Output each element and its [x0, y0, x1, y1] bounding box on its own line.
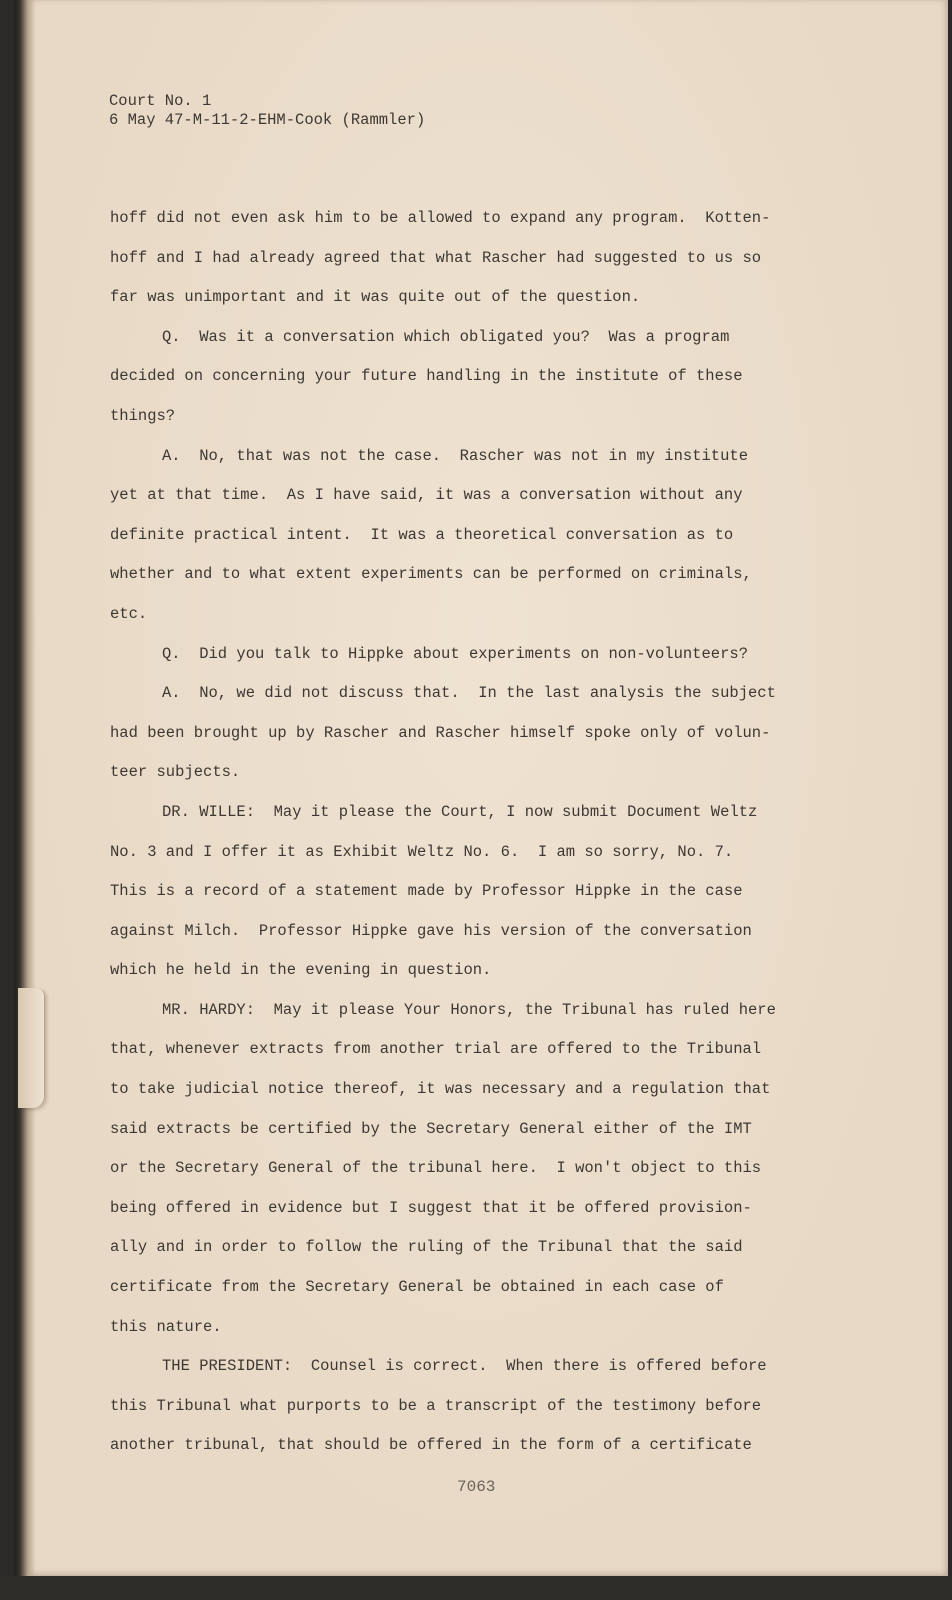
- transcript-line: THE PRESIDENT: Counsel is correct. When there is offered before: [162, 1357, 767, 1376]
- court-number: Court No. 1: [109, 92, 212, 110]
- transcript-line: which he held in the evening in question.: [110, 961, 492, 980]
- transcript-line: ally and in order to follow the ruling of the Tribunal that the said: [110, 1238, 743, 1257]
- transcript-line: hoff did not even ask him to be allowed to expand any program. Kotten-: [110, 209, 771, 227]
- transcript-line: another tribunal, that should be offered in the form of a certificate: [110, 1436, 752, 1455]
- paper-sheet: [14, 0, 948, 1576]
- transcript-line: said extracts be certified by the Secretary General either of the IMT: [110, 1119, 752, 1138]
- transcript-line: Q. Was it a conversation which obligated you? Was a program: [162, 327, 730, 346]
- transcript-line: whether and to what extent experiments can be performed on criminals,: [110, 565, 752, 584]
- transcript-line: No. 3 and I offer it as Exhibit Weltz No. 6. I am so sorry, No. 7.: [110, 842, 734, 861]
- transcript-line: certificate from the Secretary General be obtained in each case of: [110, 1278, 724, 1297]
- transcript-line: decided on concerning your future handling in the institute of these: [110, 367, 743, 386]
- transcript-body: [110, 206, 850, 1473]
- transcript-line: that, whenever extracts from another trial are offered to the Tribunal: [110, 1040, 762, 1059]
- transcript-line: A. No, we did not discuss that. In the last analysis the subject: [162, 684, 776, 703]
- transcript-line: Q. Did you talk to Hippke about experiments on non-volunteers?: [162, 644, 748, 663]
- page-number: 7063: [457, 1478, 496, 1496]
- document-header: [109, 92, 425, 130]
- transcript-line: hoff and I had already agreed that what Rascher had suggested to us so: [110, 248, 762, 267]
- transcript-line: or the Secretary General of the tribunal here. I won't object to this: [110, 1159, 762, 1178]
- transcript-line: yet at that time. As I have said, it was a conversation without any: [110, 486, 743, 505]
- binding-edge: [14, 0, 36, 1576]
- transcript-line: to take judicial notice thereof, it was necessary and a regulation that: [110, 1080, 771, 1099]
- transcript-line: A. No, that was not the case. Rascher was not in my institute: [162, 446, 748, 465]
- transcript-line: etc.: [110, 604, 148, 623]
- transcript-line: being offered in evidence but I suggest that it be offered provision-: [110, 1198, 752, 1217]
- transcript-line: far was unimportant and it was quite out of the question.: [110, 288, 641, 307]
- transcript-line: had been brought up by Rascher and Rascher himself spoke only of volun-: [110, 723, 771, 742]
- transcript-line: MR. HARDY: May it please Your Honors, the Tribunal has ruled here: [162, 1000, 776, 1019]
- session-reference: 6 May 47-M-11-2-EHM-Cook (Rammler): [109, 111, 426, 129]
- torn-margin: [18, 988, 45, 1108]
- transcript-line: this nature.: [110, 1317, 222, 1336]
- transcript-line: definite practical intent. It was a theoretical conversation as to: [110, 525, 734, 544]
- transcript-line: against Milch. Professor Hippke gave his version of the conversation: [110, 921, 752, 940]
- transcript-line: things?: [110, 406, 176, 425]
- scan-border: [0, 1576, 952, 1600]
- transcript-line: This is a record of a statement made by Professor Hippke in the case: [110, 882, 743, 901]
- transcript-line: this Tribunal what purports to be a transcript of the testimony before: [110, 1396, 762, 1415]
- transcript-line: DR. WILLE: May it please the Court, I now submit Document Weltz: [162, 802, 758, 821]
- transcript-line: teer subjects.: [110, 763, 241, 782]
